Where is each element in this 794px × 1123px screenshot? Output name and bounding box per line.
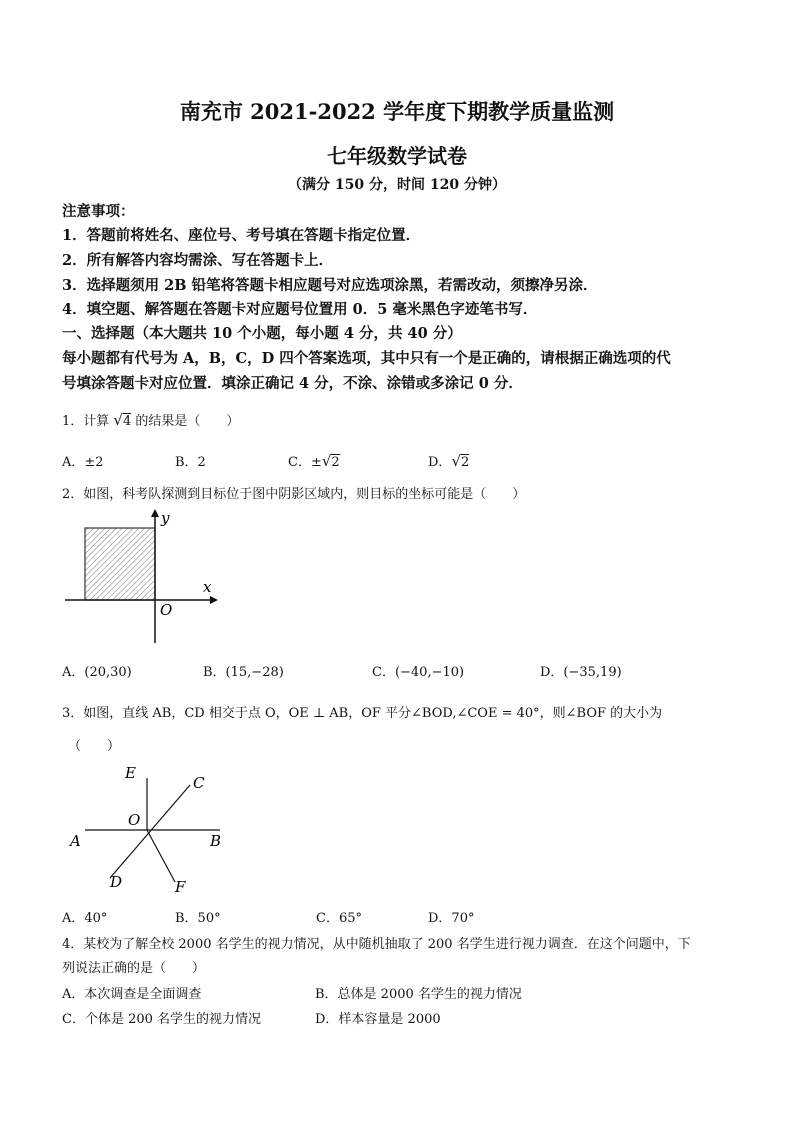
note-item: 2．所有解答内容均需涂、写在答题卡上． bbox=[62, 252, 334, 269]
section-instructions: 号填涂答题卡对应位置．填涂正确记 4 分，不涂、涂错或多涂记 0 分． bbox=[62, 375, 523, 392]
note-item: 3．选择题须用 2B 铅笔将答题卡相应题号对应选项涂黑，若需改动，须擦净另涂． bbox=[62, 277, 598, 294]
q3-option-d: D．70° bbox=[428, 911, 475, 926]
label-c: C bbox=[193, 774, 205, 792]
q4-option-b: B．总体是 2000 名学生的视力情况 bbox=[315, 987, 522, 1002]
question-2-stem: 2．如图，科考队探测到目标位于图中阴影区域内，则目标的坐标可能是（ ） bbox=[62, 487, 526, 502]
q4-option-a: A．本次调查是全面调查 bbox=[62, 987, 202, 1002]
q3-option-b: B．50° bbox=[175, 911, 221, 926]
notes-heading: 注意事项： bbox=[62, 203, 135, 220]
label-e: E bbox=[125, 764, 136, 782]
q2-option-b: B．(15,−28) bbox=[203, 665, 284, 680]
question-3-stem: 3．如图，直线 AB，CD 相交于点 O，OE ⊥ AB，OF 平分∠BOD,∠COE = 40°，则∠BOF 的大小为 bbox=[62, 706, 663, 721]
question-1-stem: 1．计算 √4 的结果是（ ） bbox=[62, 411, 240, 429]
question-3-stem-cont: （ ） bbox=[68, 739, 121, 754]
label-a: A bbox=[70, 832, 81, 850]
q1-option-c: C．±√2 bbox=[288, 452, 340, 470]
exam-subtitle: 七年级数学试卷 bbox=[327, 144, 467, 168]
exam-meta: （满分 150 分，时间 120 分钟） bbox=[288, 177, 506, 193]
label-b: B bbox=[210, 832, 222, 850]
q1-option-b: B．2 bbox=[175, 455, 206, 470]
ray-of bbox=[147, 830, 175, 882]
question-4-stem-cont: 列说法正确的是（ ） bbox=[62, 961, 206, 976]
angle-figure bbox=[60, 760, 240, 900]
note-item: 1．答题前将姓名、座位号、考号填在答题卡指定位置． bbox=[62, 227, 421, 244]
y-label: y bbox=[161, 509, 170, 527]
question-4-stem: 4．某校为了解全校 2000 名学生的视力情况，从中随机抽取了 200 名学生进行视力调查．在这个问题中，下 bbox=[62, 937, 691, 952]
x-axis-arrow bbox=[210, 596, 218, 604]
label-o: O bbox=[128, 811, 141, 829]
shaded-region bbox=[85, 528, 155, 600]
label-d: D bbox=[110, 873, 123, 891]
q4-option-c: C．个体是 200 名学生的视力情况 bbox=[62, 1012, 262, 1027]
q4-option-d: D．样本容量是 2000 bbox=[315, 1012, 441, 1027]
section-instructions: 每小题都有代号为 A，B，C，D 四个答案选项，其中只有一个是正确的，请根据正确选项的代 bbox=[62, 350, 671, 367]
q1-option-d: D．√2 bbox=[428, 452, 470, 470]
q1-option-a: A．±2 bbox=[62, 455, 104, 470]
line-cd bbox=[110, 785, 190, 878]
y-axis-arrow bbox=[151, 509, 159, 517]
q2-option-c: C．(−40,−10) bbox=[372, 665, 465, 680]
coordinate-figure bbox=[60, 505, 220, 650]
q2-option-d: D．(−35,19) bbox=[540, 665, 622, 680]
x-label: x bbox=[203, 578, 212, 596]
label-f: F bbox=[175, 878, 186, 896]
origin-label: O bbox=[160, 601, 173, 619]
note-item: 4．填空题、解答题在答题卡对应题号位置用 0．5 毫米黑色字迹笔书写． bbox=[62, 301, 538, 318]
section-heading: 一、选择题（本大题共 10 个小题，每小题 4 分，共 40 分） bbox=[62, 325, 462, 342]
q3-option-c: C．65° bbox=[316, 911, 362, 926]
q2-option-a: A．(20,30) bbox=[62, 665, 132, 680]
exam-title: 南充市 2021-2022 学年度下期教学质量监测 bbox=[179, 99, 615, 124]
q3-option-a: A．40° bbox=[62, 911, 108, 926]
